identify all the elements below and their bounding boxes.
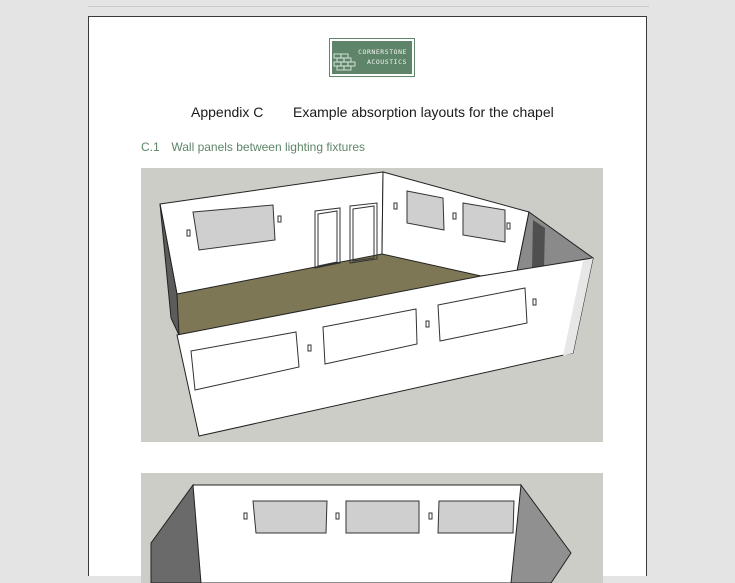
logo-text-line1: CORNERSTONE [358, 48, 407, 56]
brick-wall-icon [333, 52, 359, 74]
section-number: C.1 [141, 140, 160, 154]
left-end-wall [151, 485, 201, 583]
section-title: Wall panels between lighting fixtures [171, 140, 366, 154]
logo-text-line2: ACOUSTICS [366, 58, 407, 66]
back-wall-panels [253, 501, 514, 533]
page-divider [88, 6, 649, 7]
right-end-wall [511, 485, 571, 583]
section-heading [141, 140, 365, 154]
figure-chapel-wall-panels [141, 168, 603, 442]
appendix-label: Appendix C [191, 104, 264, 120]
document-page [88, 16, 647, 576]
chapel-render-2 [141, 473, 603, 583]
chapel-render [141, 168, 603, 442]
appendix-title: Example absorption layouts for the chapel [293, 104, 554, 120]
figure-chapel-second-layout [141, 473, 603, 583]
back-wall [151, 485, 551, 583]
company-logo [330, 39, 414, 76]
right-window [532, 220, 545, 269]
